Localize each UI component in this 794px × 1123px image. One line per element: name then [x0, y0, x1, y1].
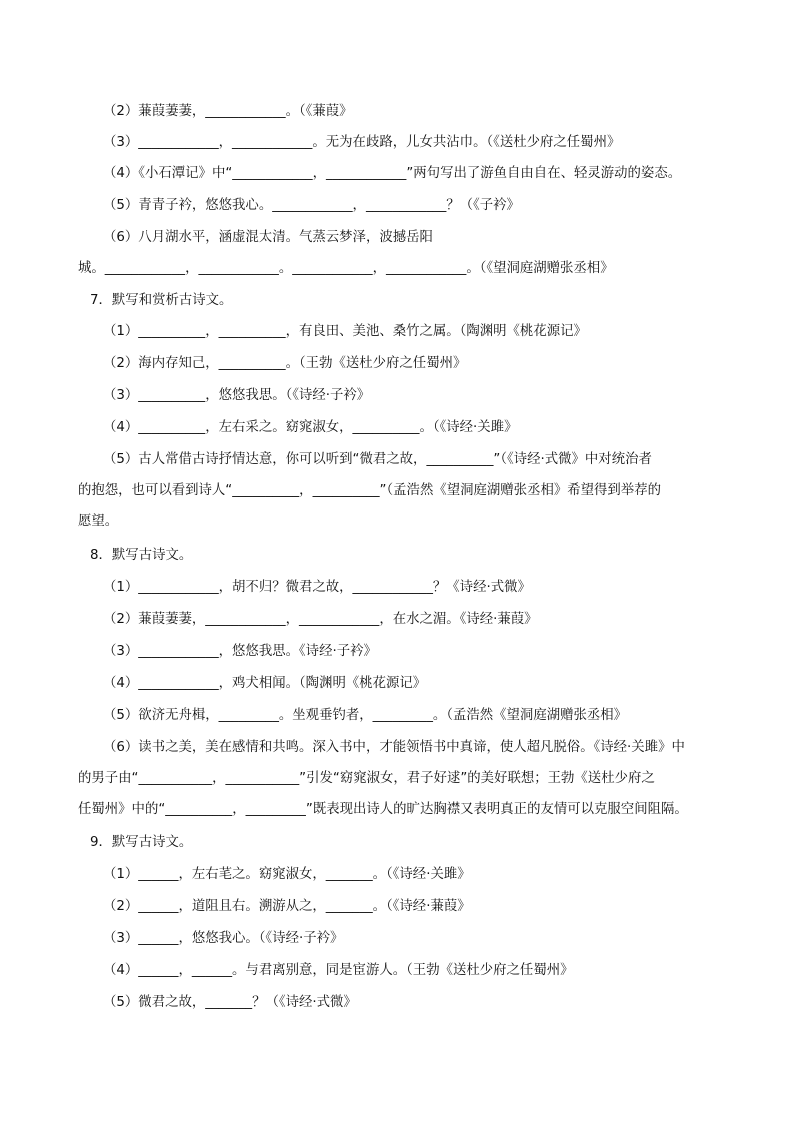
q8-item-3: （3）____________，悠悠我思。《诗经·子衿》 [103, 644, 377, 659]
q8-title: 8．默写古诗文。 [90, 548, 193, 563]
q7-item-2: （2）海内存知己，__________。（王勃《送杜少府之任蜀州》 [103, 356, 467, 371]
q8-item-4: （4）____________，鸡犬相闻。（陶渊明《桃花源记》 [103, 676, 427, 691]
q7-item-4: （4）__________，左右采之。窈窕淑女，__________。（《诗经·关雎》 [103, 420, 518, 435]
q6-item-3: （3）____________，____________。无为在歧路，儿女共沾巾。（《送杜少府之任蜀州》 [103, 135, 621, 150]
q6-item-6-line-2: 城。____________，____________。____________，____________。（《望洞庭湖赠张丞相》 [78, 261, 614, 276]
q7-item-5-line-2: 的抱怨，也可以看到诗人“__________，__________”（孟浩然《望洞庭湖赠张丞相》希望得到举荐的 [78, 483, 661, 498]
q6-item-4: （4）《小石潭记》中“____________，____________”两句写出了游鱼自由自在、轻灵游动的姿态。 [103, 166, 682, 181]
q7-item-5-line-3: 愿望。 [78, 514, 119, 529]
q8-item-6-line-1: （6）读书之美，美在感情和共鸣。深入书中，才能领悟书中真谛，使人超凡脱俗。《诗经·关雎》中 [103, 740, 685, 755]
q9-item-4: （4）______，______。与君离别意，同是宦游人。（王勃《送杜少府之任蜀州》 [103, 963, 574, 978]
q8-item-5: （5）欲济无舟楫，_________。坐观垂钓者，_________。（孟浩然《望洞庭湖赠张丞相》 [103, 708, 628, 723]
q9-item-1: （1）______，左右芼之。窈窕淑女，_______。（《诗经·关雎》 [103, 867, 471, 882]
q8-item-6-line-2: 的男子由“___________，___________”引发“窈窕淑女，君子好逑”的美好联想；王勃《送杜少府之 [78, 771, 655, 786]
q9-item-3: （3）______，悠悠我心。（《诗经·子衿》 [103, 931, 344, 946]
q8-item-2: （2）蒹葭萋萋，____________，____________，在水之湄。《诗经·蒹葭》 [103, 612, 538, 627]
q9-title: 9．默写古诗文。 [90, 835, 193, 850]
q7-item-3: （3）__________，悠悠我思。（《诗经·子衿》 [103, 388, 371, 403]
q7-item-1: （1）__________，__________，有良田、美池、桑竹之属。（陶渊明《桃花源记》 [103, 324, 587, 339]
q7-item-5-line-1: （5）古人常借古诗抒情达意，你可以听到“微君之故，__________”（《诗经·式微》中对统治者 [103, 452, 652, 467]
q9-item-2: （2）______，道阻且右。溯游从之，_______。（《诗经·蒹葭》 [103, 899, 471, 914]
q6-item-6-line-1: （6）八月湖水平，涵虚混太清。气蒸云梦泽，波撼岳阳 [103, 230, 433, 245]
q8-item-6-line-3: 任蜀州》中的“__________，_________”既表现出诗人的旷达胸襟又表明真正的友情可以克服空间阻隔。 [78, 802, 688, 817]
q8-item-1: （1）____________，胡不归？微君之故，____________？《诗经·式微》 [103, 580, 531, 595]
q7-title: 7．默写和赏析古诗文。 [90, 293, 233, 308]
q9-item-5: （5）微君之故，_______？（《诗经·式微》 [103, 995, 357, 1010]
q6-item-2: （2）蒹葭萋萋，____________。（《蒹葭》 [103, 104, 353, 119]
q6-item-5: （5）青青子衿，悠悠我心。____________，____________？（《子衿》 [103, 198, 520, 213]
